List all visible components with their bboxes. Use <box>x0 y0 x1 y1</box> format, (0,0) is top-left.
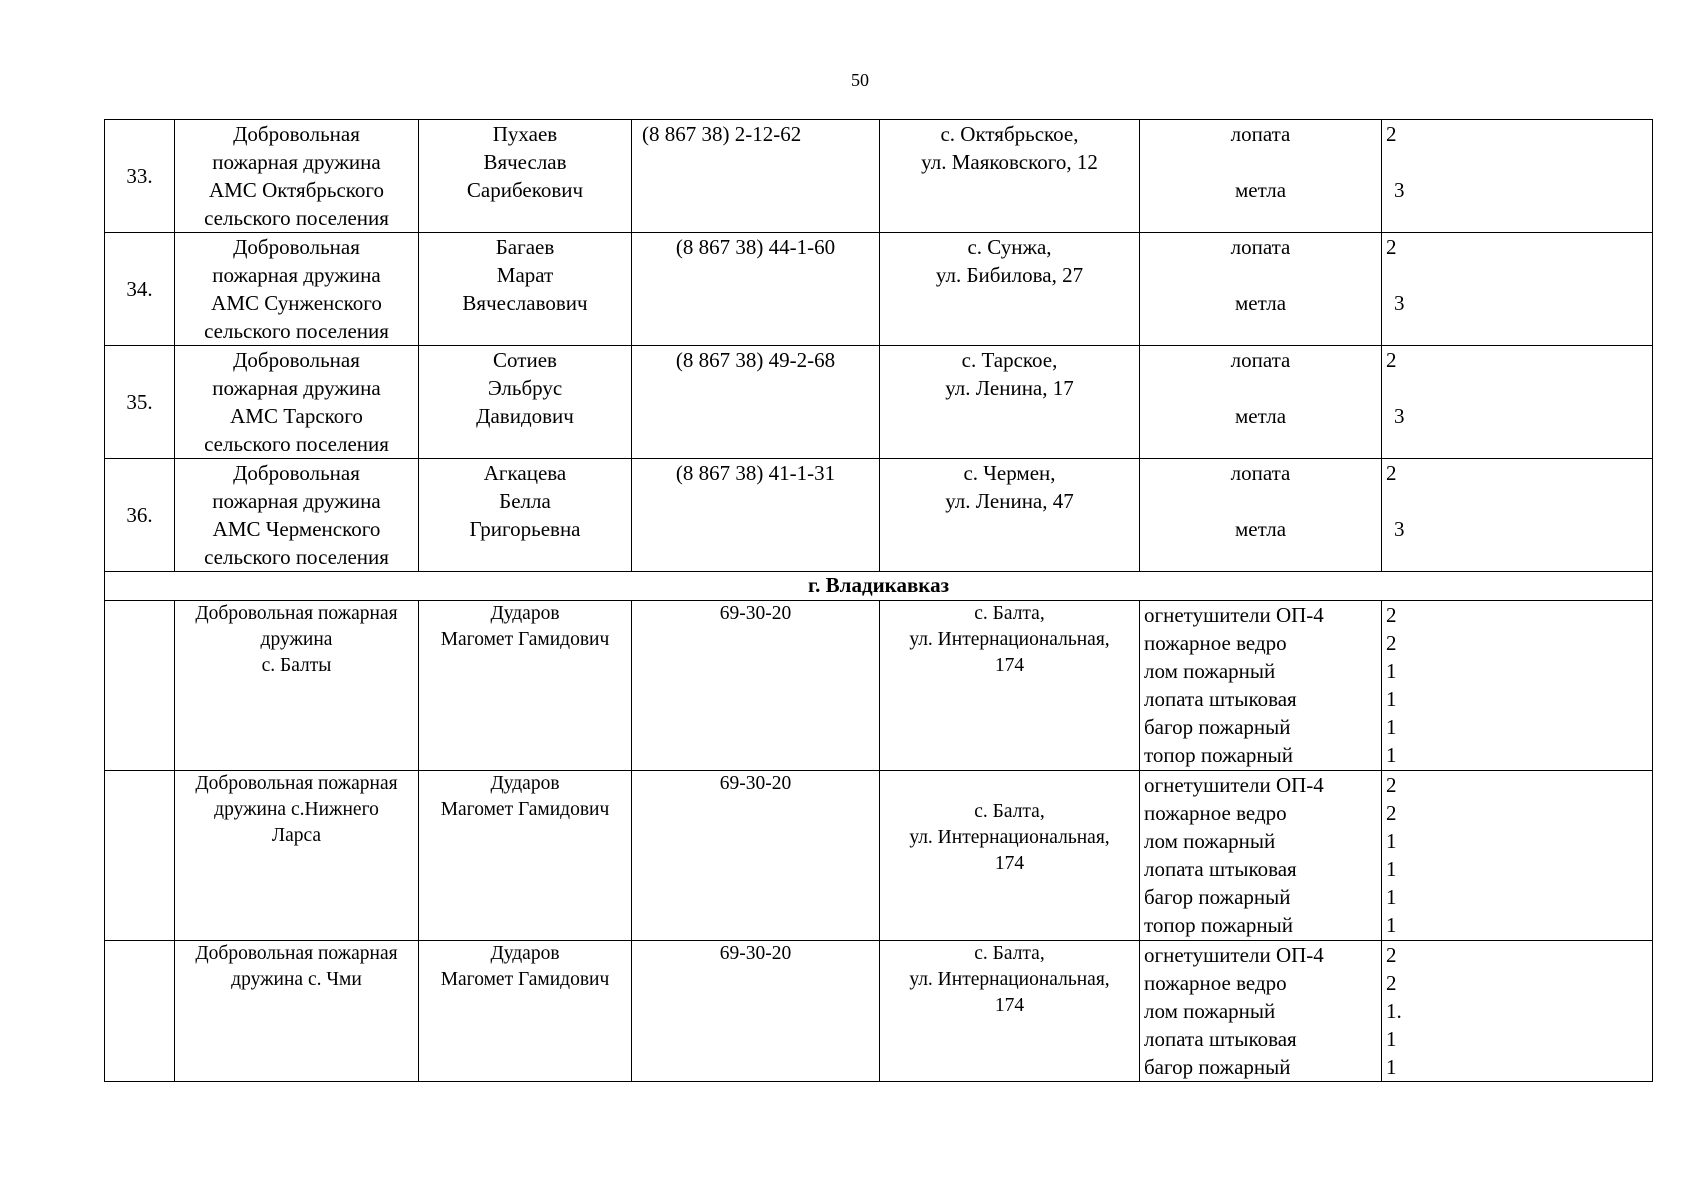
quantity-value: 2 <box>1386 773 1397 797</box>
quantity-cell <box>1382 120 1653 233</box>
person-cell <box>419 459 632 572</box>
row-number: 36. <box>105 459 175 572</box>
equipment-cell <box>1140 459 1382 572</box>
equipment-item: лопата <box>1230 348 1291 372</box>
quantity-cell <box>1382 941 1653 1082</box>
org-line: Добровольная <box>233 461 360 485</box>
address-line: ул. Ленина, 17 <box>945 376 1074 400</box>
row-number: 33. <box>105 120 175 233</box>
page-number: 50 <box>851 70 869 90</box>
person-line: Эльбрус <box>487 376 563 400</box>
quantity-cell <box>1382 346 1653 459</box>
org-line: дружина <box>260 629 333 650</box>
org-line: Добровольная пожарная <box>195 773 398 794</box>
quantity-value: 2 <box>1386 971 1397 995</box>
address-line: ул. Интернациональная, <box>909 827 1110 848</box>
quantity-value: 1 <box>1386 857 1397 881</box>
org-line: пожарная дружина <box>212 489 381 513</box>
equipment-item: лопата штыковая <box>1144 857 1297 881</box>
person-line: Марат <box>496 263 554 287</box>
person-cell <box>419 601 632 771</box>
equipment-item: огнетушители ОП-4 <box>1144 943 1324 967</box>
section-title: г. Владикавказ <box>105 572 1653 601</box>
quantity-value: 3 <box>1394 404 1405 428</box>
organization-cell <box>175 941 419 1082</box>
table-row <box>105 601 1653 771</box>
quantity-value: 2 <box>1386 801 1397 825</box>
quantity-value: 1 <box>1386 1055 1397 1079</box>
org-line: АМС Черменского <box>212 517 381 541</box>
org-line: дружина с. Чми <box>231 969 362 990</box>
equipment-item: топор пожарный <box>1144 913 1294 937</box>
equipment-item: багор пожарный <box>1144 715 1291 739</box>
organization-cell <box>175 601 419 771</box>
organization-cell <box>175 771 419 941</box>
quantity-value: 2 <box>1386 235 1397 259</box>
table-row <box>105 233 1653 346</box>
equipment-item: метла <box>1234 404 1287 428</box>
person-line: Пухаев <box>492 122 558 146</box>
person-cell <box>419 233 632 346</box>
equipment-item: лопата штыковая <box>1144 1027 1297 1051</box>
org-line: пожарная дружина <box>212 150 381 174</box>
org-line: дружина с.Нижнего <box>214 799 379 820</box>
org-line: АМС Октябрьского <box>208 178 385 202</box>
address-line: ул. Интернациональная, <box>909 969 1110 990</box>
equipment-cell <box>1140 771 1382 941</box>
quantity-value: 1 <box>1386 687 1397 711</box>
person-line: Белла <box>499 489 551 513</box>
equipment-item: лопата <box>1230 235 1291 259</box>
table-row <box>105 459 1653 572</box>
org-line: Добровольная <box>233 348 360 372</box>
person-cell <box>419 346 632 459</box>
equipment-item: лом пожарный <box>1144 829 1276 853</box>
table-row <box>105 941 1653 1082</box>
equipment-item: огнетушители ОП-4 <box>1144 603 1324 627</box>
quantity-value: 1 <box>1386 1027 1397 1051</box>
address-line: ул. Ленина, 47 <box>945 489 1074 513</box>
person-line: Вячеслав <box>483 150 567 174</box>
address-cell <box>880 771 1140 941</box>
address-line: с. Тарское, <box>961 348 1058 372</box>
quantity-value: 2 <box>1386 631 1397 655</box>
row-number: 35. <box>105 346 175 459</box>
address-line: с. Балта, <box>974 801 1045 822</box>
quantity-value: 1. <box>1386 999 1402 1023</box>
org-line: АМС Тарского <box>230 404 363 428</box>
address-line: ул. Интернациональная, <box>909 629 1110 650</box>
equipment-cell <box>1140 233 1382 346</box>
org-line: сельского поселения <box>204 432 389 456</box>
quantity-cell <box>1382 601 1653 771</box>
row-number <box>105 941 175 1082</box>
org-line: Добровольная <box>233 235 360 259</box>
address-line: 174 <box>994 655 1025 676</box>
equipment-item: топор пожарный <box>1144 743 1294 767</box>
address-cell <box>880 941 1140 1082</box>
phone-cell: (8 867 38) 41-1-31 <box>632 459 880 572</box>
equipment-cell <box>1140 601 1382 771</box>
person-line: Магомет Гамидович <box>440 799 610 820</box>
person-cell <box>419 771 632 941</box>
quantity-value: 3 <box>1394 291 1405 315</box>
person-line: Багаев <box>495 235 555 259</box>
person-line: Магомет Гамидович <box>440 969 610 990</box>
address-line: с. Балта, <box>974 603 1045 624</box>
equipment-item: багор пожарный <box>1144 1055 1291 1079</box>
quantity-value: 2 <box>1386 461 1397 485</box>
table-row <box>105 346 1653 459</box>
row-number <box>105 601 175 771</box>
equipment-item: лом пожарный <box>1144 999 1276 1023</box>
org-line: сельского поселения <box>204 206 389 230</box>
person-cell <box>419 941 632 1082</box>
person-line: Григорьевна <box>469 517 581 541</box>
equipment-item: метла <box>1234 517 1287 541</box>
quantity-value: 1 <box>1386 743 1397 767</box>
address-line: ул. Маяковского, 12 <box>921 150 1098 174</box>
quantity-value: 1 <box>1386 829 1397 853</box>
address-line: с. Октябрьское, <box>940 122 1079 146</box>
org-line: пожарная дружина <box>212 263 381 287</box>
address-cell <box>880 601 1140 771</box>
quantity-value: 3 <box>1394 178 1405 202</box>
org-line: сельского поселения <box>204 545 389 569</box>
person-line: Сарибекович <box>466 178 584 202</box>
org-line: Добровольная пожарная <box>195 603 398 624</box>
quantity-value: 2 <box>1386 603 1397 627</box>
row-number <box>105 771 175 941</box>
organization-cell <box>175 459 419 572</box>
quantity-value: 2 <box>1386 348 1397 372</box>
address-line: с. Балта, <box>974 943 1045 964</box>
quantity-value: 3 <box>1394 517 1405 541</box>
phone-cell: 69-30-20 <box>632 771 880 941</box>
equipment-item: лопата <box>1230 461 1291 485</box>
quantity-value: 2 <box>1386 943 1397 967</box>
quantity-value: 1 <box>1386 913 1397 937</box>
quantity-value: 1 <box>1386 659 1397 683</box>
org-line: пожарная дружина <box>212 376 381 400</box>
person-line: Дударов <box>490 773 560 794</box>
phone-cell: (8 867 38) 44-1-60 <box>632 233 880 346</box>
address-cell <box>880 233 1140 346</box>
table-row <box>105 771 1653 941</box>
address-line: 174 <box>994 995 1025 1016</box>
address-cell <box>880 120 1140 233</box>
quantity-cell <box>1382 233 1653 346</box>
person-line: Дударов <box>490 943 560 964</box>
phone-cell: 69-30-20 <box>632 941 880 1082</box>
phone-cell: 69-30-20 <box>632 601 880 771</box>
equipment-item: пожарное ведро <box>1144 631 1287 655</box>
address-line: ул. Бибилова, 27 <box>935 263 1084 287</box>
equipment-item: метла <box>1234 291 1287 315</box>
organization-cell <box>175 120 419 233</box>
equipment-item: пожарное ведро <box>1144 801 1287 825</box>
equipment-item: пожарное ведро <box>1144 971 1287 995</box>
org-line: с. Балты <box>261 655 332 676</box>
equipment-item: лопата штыковая <box>1144 687 1297 711</box>
equipment-item: лом пожарный <box>1144 659 1276 683</box>
person-cell <box>419 120 632 233</box>
quantity-value: 2 <box>1386 122 1397 146</box>
organization-cell <box>175 233 419 346</box>
equipment-cell <box>1140 941 1382 1082</box>
address-line: с. Чермен, <box>963 461 1056 485</box>
equipment-item: лопата <box>1230 122 1291 146</box>
quantity-cell <box>1382 459 1653 572</box>
person-line: Агкацева <box>483 461 567 485</box>
equipment-item: метла <box>1234 178 1287 202</box>
quantity-cell <box>1382 771 1653 941</box>
org-line: АМС Сунженского <box>211 291 382 315</box>
equipment-cell <box>1140 346 1382 459</box>
address-line: 174 <box>994 853 1025 874</box>
person-line: Вячеславович <box>462 291 588 315</box>
equipment-item: огнетушители ОП-4 <box>1144 773 1324 797</box>
address-cell <box>880 459 1140 572</box>
organization-cell <box>175 346 419 459</box>
phone-cell: (8 867 38) 49-2-68 <box>632 346 880 459</box>
org-line: Добровольная <box>233 122 360 146</box>
fire-brigades-table <box>104 119 1653 1082</box>
quantity-value: 1 <box>1386 715 1397 739</box>
quantity-value: 1 <box>1386 885 1397 909</box>
person-line: Дударов <box>490 603 560 624</box>
org-line: Добровольная пожарная <box>195 943 398 964</box>
phone-cell: (8 867 38) 2-12-62 <box>632 120 880 233</box>
equipment-cell <box>1140 120 1382 233</box>
address-line: с. Сунжа, <box>967 235 1052 259</box>
address-cell <box>880 346 1140 459</box>
person-line: Давидович <box>476 404 574 428</box>
table-row <box>105 120 1653 233</box>
org-line: Ларса <box>271 825 322 846</box>
org-line: сельского поселения <box>204 319 389 343</box>
section-header-row <box>105 572 1653 601</box>
person-line: Сотиев <box>493 348 557 372</box>
row-number: 34. <box>105 233 175 346</box>
equipment-item: багор пожарный <box>1144 885 1291 909</box>
person-line: Магомет Гамидович <box>440 629 610 650</box>
